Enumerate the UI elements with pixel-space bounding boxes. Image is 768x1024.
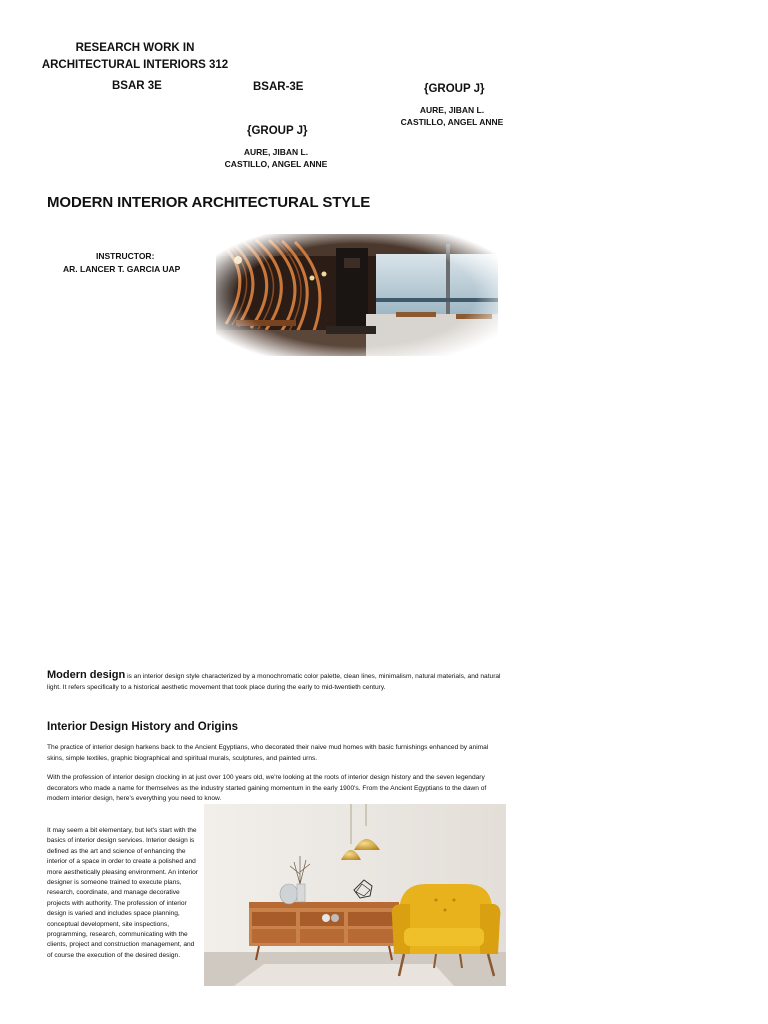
course-title xyxy=(40,40,230,74)
interior-cafe-photo xyxy=(216,234,498,356)
instructor-label: INSTRUCTOR: xyxy=(96,251,155,261)
section-heading: Interior Design History and Origins xyxy=(47,721,239,733)
course-title-line1: RESEARCH WORK IN xyxy=(75,42,195,54)
definition-paragraph: It may seem a bit elementary, but let's start with the basics of interior design services. Interior design is defined as the art and science of enhancing the interior of a space in order to create a polished and more aesthetically pleasing environment. An interior designer is someone trained to execute plans, research, coordinate, and manage decorative projects with authority. The profession of interior design is varied and includes space planning, conceptual development, site inspections, programming, research, communicating with the clients, project and construction management, and of course the execution of the desired design. xyxy=(47,827,199,959)
group-label-right: {GROUP J} xyxy=(424,83,485,95)
member-name: AURE, JIBAN L. xyxy=(243,147,309,157)
member-list-right xyxy=(392,104,512,128)
member-name: CASTILLO, ANGEL ANNE xyxy=(224,159,328,169)
section-label-mid: BSAR-3E xyxy=(253,81,304,93)
member-list-mid xyxy=(220,146,332,170)
section-label-left: BSAR 3E xyxy=(112,80,162,92)
history-paragraph-2: With the profession of interior design clocking in at just over 100 years old, we're looking at the roots of interior design history and the seven legendary decorators who made a name for themselves as the industry started gaining momentum in the early 1900's. From the Ancient Egyptians to the dawn of modern interior design, here's everything you need to know. xyxy=(47,774,487,802)
page-title: MODERN INTERIOR ARCHITECTURAL STYLE xyxy=(47,194,371,211)
member-name: AURE, JIBAN L. xyxy=(419,105,485,115)
member-name: CASTILLO, ANGEL ANNE xyxy=(400,117,504,127)
history-paragraph-1: The practice of interior design harkens back to the Ancient Egyptians, who decorated their naive mud homes with basic furnishings enhanced by animal skins, simple textiles, graphic biographical and spiritual murals, sculptures, and painted urns. xyxy=(47,744,489,762)
group-label-mid: {GROUP J} xyxy=(247,125,308,137)
intro-paragraph xyxy=(47,670,502,693)
modern-room-photo xyxy=(204,804,506,986)
course-title-line2: ARCHITECTURAL INTERIORS 312 xyxy=(41,59,229,71)
intro-lead: Modern design xyxy=(47,669,126,681)
instructor-name: AR. LANCER T. GARCIA UAP xyxy=(63,264,181,274)
intro-text: is an interior design style characterized by a monochromatic color palette, clean lines, minimalism, natural materials, and natural light. It refers specifically to a historical aesthetic movement that took place during the early to mid-twentieth century. xyxy=(47,673,501,691)
